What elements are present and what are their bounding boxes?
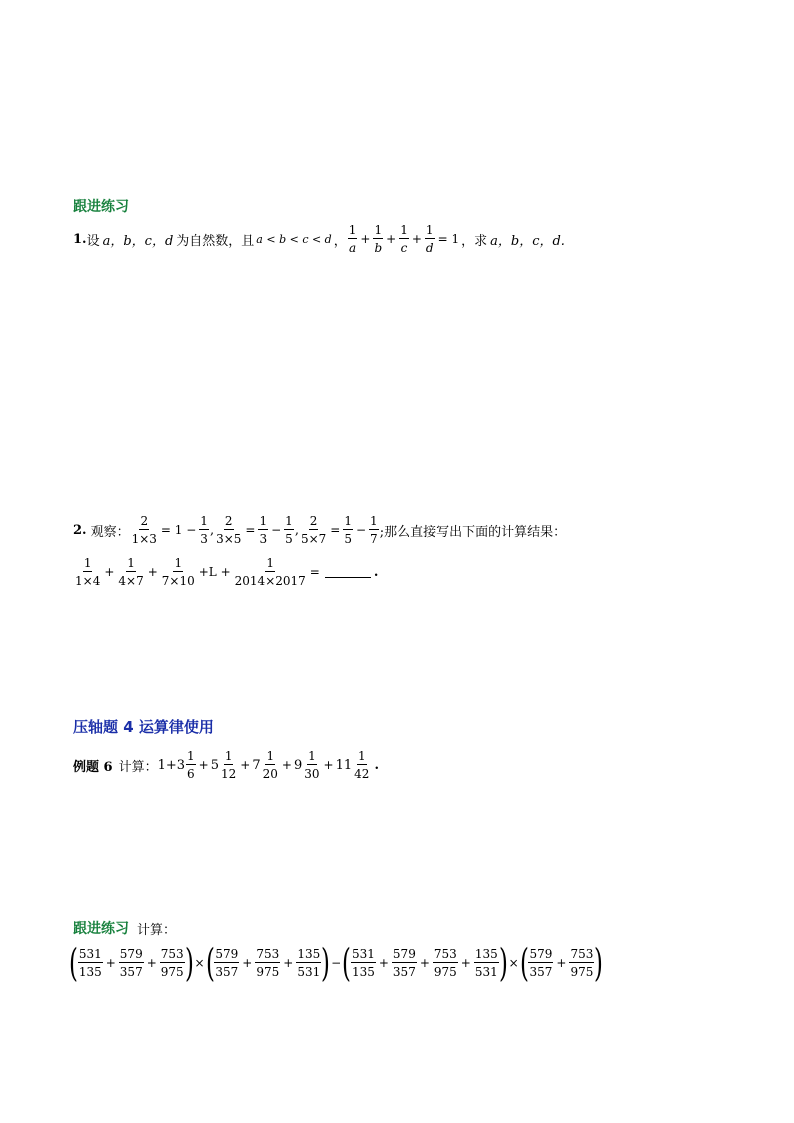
fraction [199, 515, 209, 545]
numerator: 531 [78, 947, 102, 961]
operator: − [271, 523, 282, 537]
punct: . [374, 757, 379, 773]
operator: + [242, 956, 253, 970]
practice-2-expression [68, 941, 604, 985]
section-heading-key-problem: 压轴题 4 运算律使用 [73, 718, 214, 736]
fraction [296, 948, 321, 978]
operator: + [460, 956, 471, 970]
fraction [348, 224, 358, 254]
fraction [262, 750, 279, 780]
denominator: 975 [160, 965, 184, 979]
ellipsis: +L + [198, 565, 231, 579]
section-heading-practice-2: 跟进练习 [73, 921, 129, 937]
numerator: 2 [224, 514, 233, 528]
denominator: 5 [285, 532, 293, 546]
denominator: 357 [529, 965, 553, 979]
denominator: 7×10 [161, 574, 195, 588]
operator: + [419, 956, 430, 970]
numerator: 1 [187, 749, 195, 763]
problem-text: 设 [86, 233, 100, 249]
fraction [300, 515, 327, 545]
denominator: 20 [262, 767, 278, 781]
numerator: 753 [256, 947, 280, 961]
denominator: 135 [351, 965, 375, 979]
fraction [392, 948, 417, 978]
numerator: 579 [392, 947, 416, 961]
denominator: 531 [474, 965, 498, 979]
operator: + [283, 956, 294, 970]
parenthesis: ) [184, 941, 194, 985]
example-label: 例题 6 [73, 759, 113, 775]
operator: + [281, 758, 292, 772]
fraction [78, 948, 103, 978]
fraction [160, 948, 185, 978]
fraction [119, 948, 144, 978]
numerator: 579 [529, 947, 553, 961]
denominator: 3×5 [216, 532, 242, 546]
problem-text: 计算： [118, 759, 158, 775]
numerator: 1 [200, 514, 208, 528]
fraction [351, 948, 376, 978]
operator: × [508, 956, 519, 970]
fraction [425, 224, 435, 254]
numerator: 579 [215, 947, 239, 961]
numerator: 1 [344, 514, 352, 528]
variables: a，b，c，d [102, 233, 174, 249]
numerator: 1 [370, 514, 378, 528]
denominator: 4×7 [118, 574, 144, 588]
denominator: 1×3 [131, 532, 157, 546]
fraction [373, 224, 383, 254]
numerator: 1 [285, 514, 293, 528]
fraction [214, 948, 239, 978]
fraction [215, 515, 242, 545]
denominator: 975 [570, 965, 594, 979]
operator: + [323, 758, 334, 772]
problem-1 [73, 224, 565, 254]
numerator: 1 [266, 749, 275, 763]
fraction [569, 948, 594, 978]
problem-text: ;那么直接写出下面的计算结果： [379, 524, 567, 540]
fraction [220, 750, 237, 780]
operator: − [355, 523, 367, 537]
variables: a，b，c，d. [490, 233, 565, 249]
parenthesis: ( [342, 941, 351, 985]
fraction [255, 948, 280, 978]
numerator: 135 [474, 947, 498, 961]
denominator: 3 [259, 532, 268, 546]
numerator: 579 [119, 947, 143, 961]
parenthesis: ) [321, 941, 331, 985]
fraction [369, 515, 379, 545]
parenthesis: ( [68, 941, 78, 985]
operator: + [198, 758, 209, 772]
denominator: 42 [354, 767, 370, 781]
numerator: 753 [160, 947, 184, 961]
numerator: 753 [433, 947, 457, 961]
denominator: a [348, 241, 357, 255]
numerator: 1 [374, 223, 383, 237]
operator: = [330, 523, 341, 537]
operator: × [194, 956, 205, 970]
numerator: 1 [308, 749, 316, 763]
numerator: 1 [224, 749, 233, 763]
numerator: 1 [357, 749, 366, 763]
denominator: c [400, 241, 408, 255]
numerator: 1 [400, 223, 408, 237]
operator: + [146, 956, 157, 970]
problem-text: 为自然数，且 [176, 233, 255, 249]
denominator: 357 [392, 965, 416, 979]
fraction [528, 948, 553, 978]
operator: − [331, 956, 342, 970]
fraction [131, 515, 158, 545]
fraction [353, 750, 370, 780]
denominator: 2014×2017 [234, 574, 306, 588]
numerator: 1 [174, 556, 183, 570]
parenthesis: ) [498, 941, 508, 985]
operator: + [147, 565, 158, 579]
parenthesis: ( [205, 941, 215, 985]
fraction [234, 557, 307, 587]
term: 11 [335, 757, 353, 773]
denominator: 1×4 [75, 574, 101, 588]
equals: = 1 [437, 232, 460, 246]
fraction [303, 750, 320, 780]
numerator: 531 [351, 947, 375, 961]
fraction [74, 557, 101, 587]
denominator: 3 [200, 532, 208, 546]
term: 9 [293, 757, 303, 773]
problem-text: 观察： [90, 524, 130, 540]
problem-text: 计算： [137, 922, 177, 938]
inequality: a < b < c < d [256, 232, 332, 246]
punct: ， [333, 233, 347, 249]
operator: + [411, 232, 422, 246]
denominator: 975 [433, 965, 457, 979]
example-6 [73, 750, 379, 780]
operator: + [378, 956, 389, 970]
operator: = [309, 565, 320, 579]
numerator: 1 [266, 556, 275, 570]
operator: + [556, 956, 567, 970]
numerator: 2 [309, 514, 318, 528]
denominator: 7 [370, 532, 378, 546]
fraction [186, 750, 196, 780]
denominator: b [374, 241, 383, 255]
term: 5 [210, 757, 220, 773]
numerator: 1 [348, 223, 357, 237]
denominator: 975 [256, 965, 280, 979]
term: 1+3 [157, 757, 186, 773]
problem-number: 1. [73, 231, 87, 247]
denominator: 135 [78, 965, 102, 979]
operator: + [105, 956, 116, 970]
numerator: 2 [140, 514, 149, 528]
denominator: 6 [187, 767, 195, 781]
problem-2: 2. 观察： $\frac{2}{1\times 3}$ = 1 − $\frac{1}{3}$ , $\frac{2}{3\times 5}$ = $\frac{1}{3}$ − $\frac{1}{5}$ , $\frac{2}{5\times 7}$ = $\frac{1}{5}$ − $\frac{1}{7}$ ;那么直接写出下面的计算结果： [73, 514, 567, 546]
fraction [161, 557, 196, 587]
fraction [343, 515, 353, 545]
operator: + [104, 565, 115, 579]
numerator: 135 [297, 947, 321, 961]
numerator: 753 [570, 947, 594, 961]
punct: . [373, 564, 379, 580]
problem-text: ，求 [461, 233, 488, 249]
fraction [284, 515, 294, 545]
numerator: 1 [83, 556, 92, 570]
section-heading-practice-1: 跟进练习 [73, 199, 129, 215]
denominator: 357 [119, 965, 143, 979]
answer-blank [325, 567, 371, 578]
parenthesis: ) [594, 941, 604, 985]
denominator: 357 [215, 965, 239, 979]
fraction [474, 948, 499, 978]
operator: = [245, 523, 256, 537]
problem-2-expression [73, 557, 378, 587]
operator: + [386, 232, 397, 246]
numerator: 1 [259, 514, 268, 528]
numerator: 1 [127, 556, 135, 570]
numerator: 1 [425, 223, 434, 237]
parenthesis: ( [519, 941, 529, 985]
denominator: d [425, 241, 434, 255]
denominator: 12 [221, 767, 237, 781]
fraction [117, 557, 144, 587]
denominator: 5 [344, 532, 352, 546]
practice-2-header [73, 918, 176, 938]
denominator: 30 [304, 767, 320, 781]
equals: = 1 − [160, 523, 197, 537]
fraction [433, 948, 458, 978]
denominator: 531 [297, 965, 321, 979]
term: 7 [252, 757, 261, 773]
fraction [258, 515, 268, 545]
operator: + [360, 232, 371, 246]
operator: + [240, 758, 251, 772]
fraction [399, 224, 409, 254]
denominator: 5×7 [300, 532, 327, 546]
problem-number: 2. [73, 522, 87, 538]
